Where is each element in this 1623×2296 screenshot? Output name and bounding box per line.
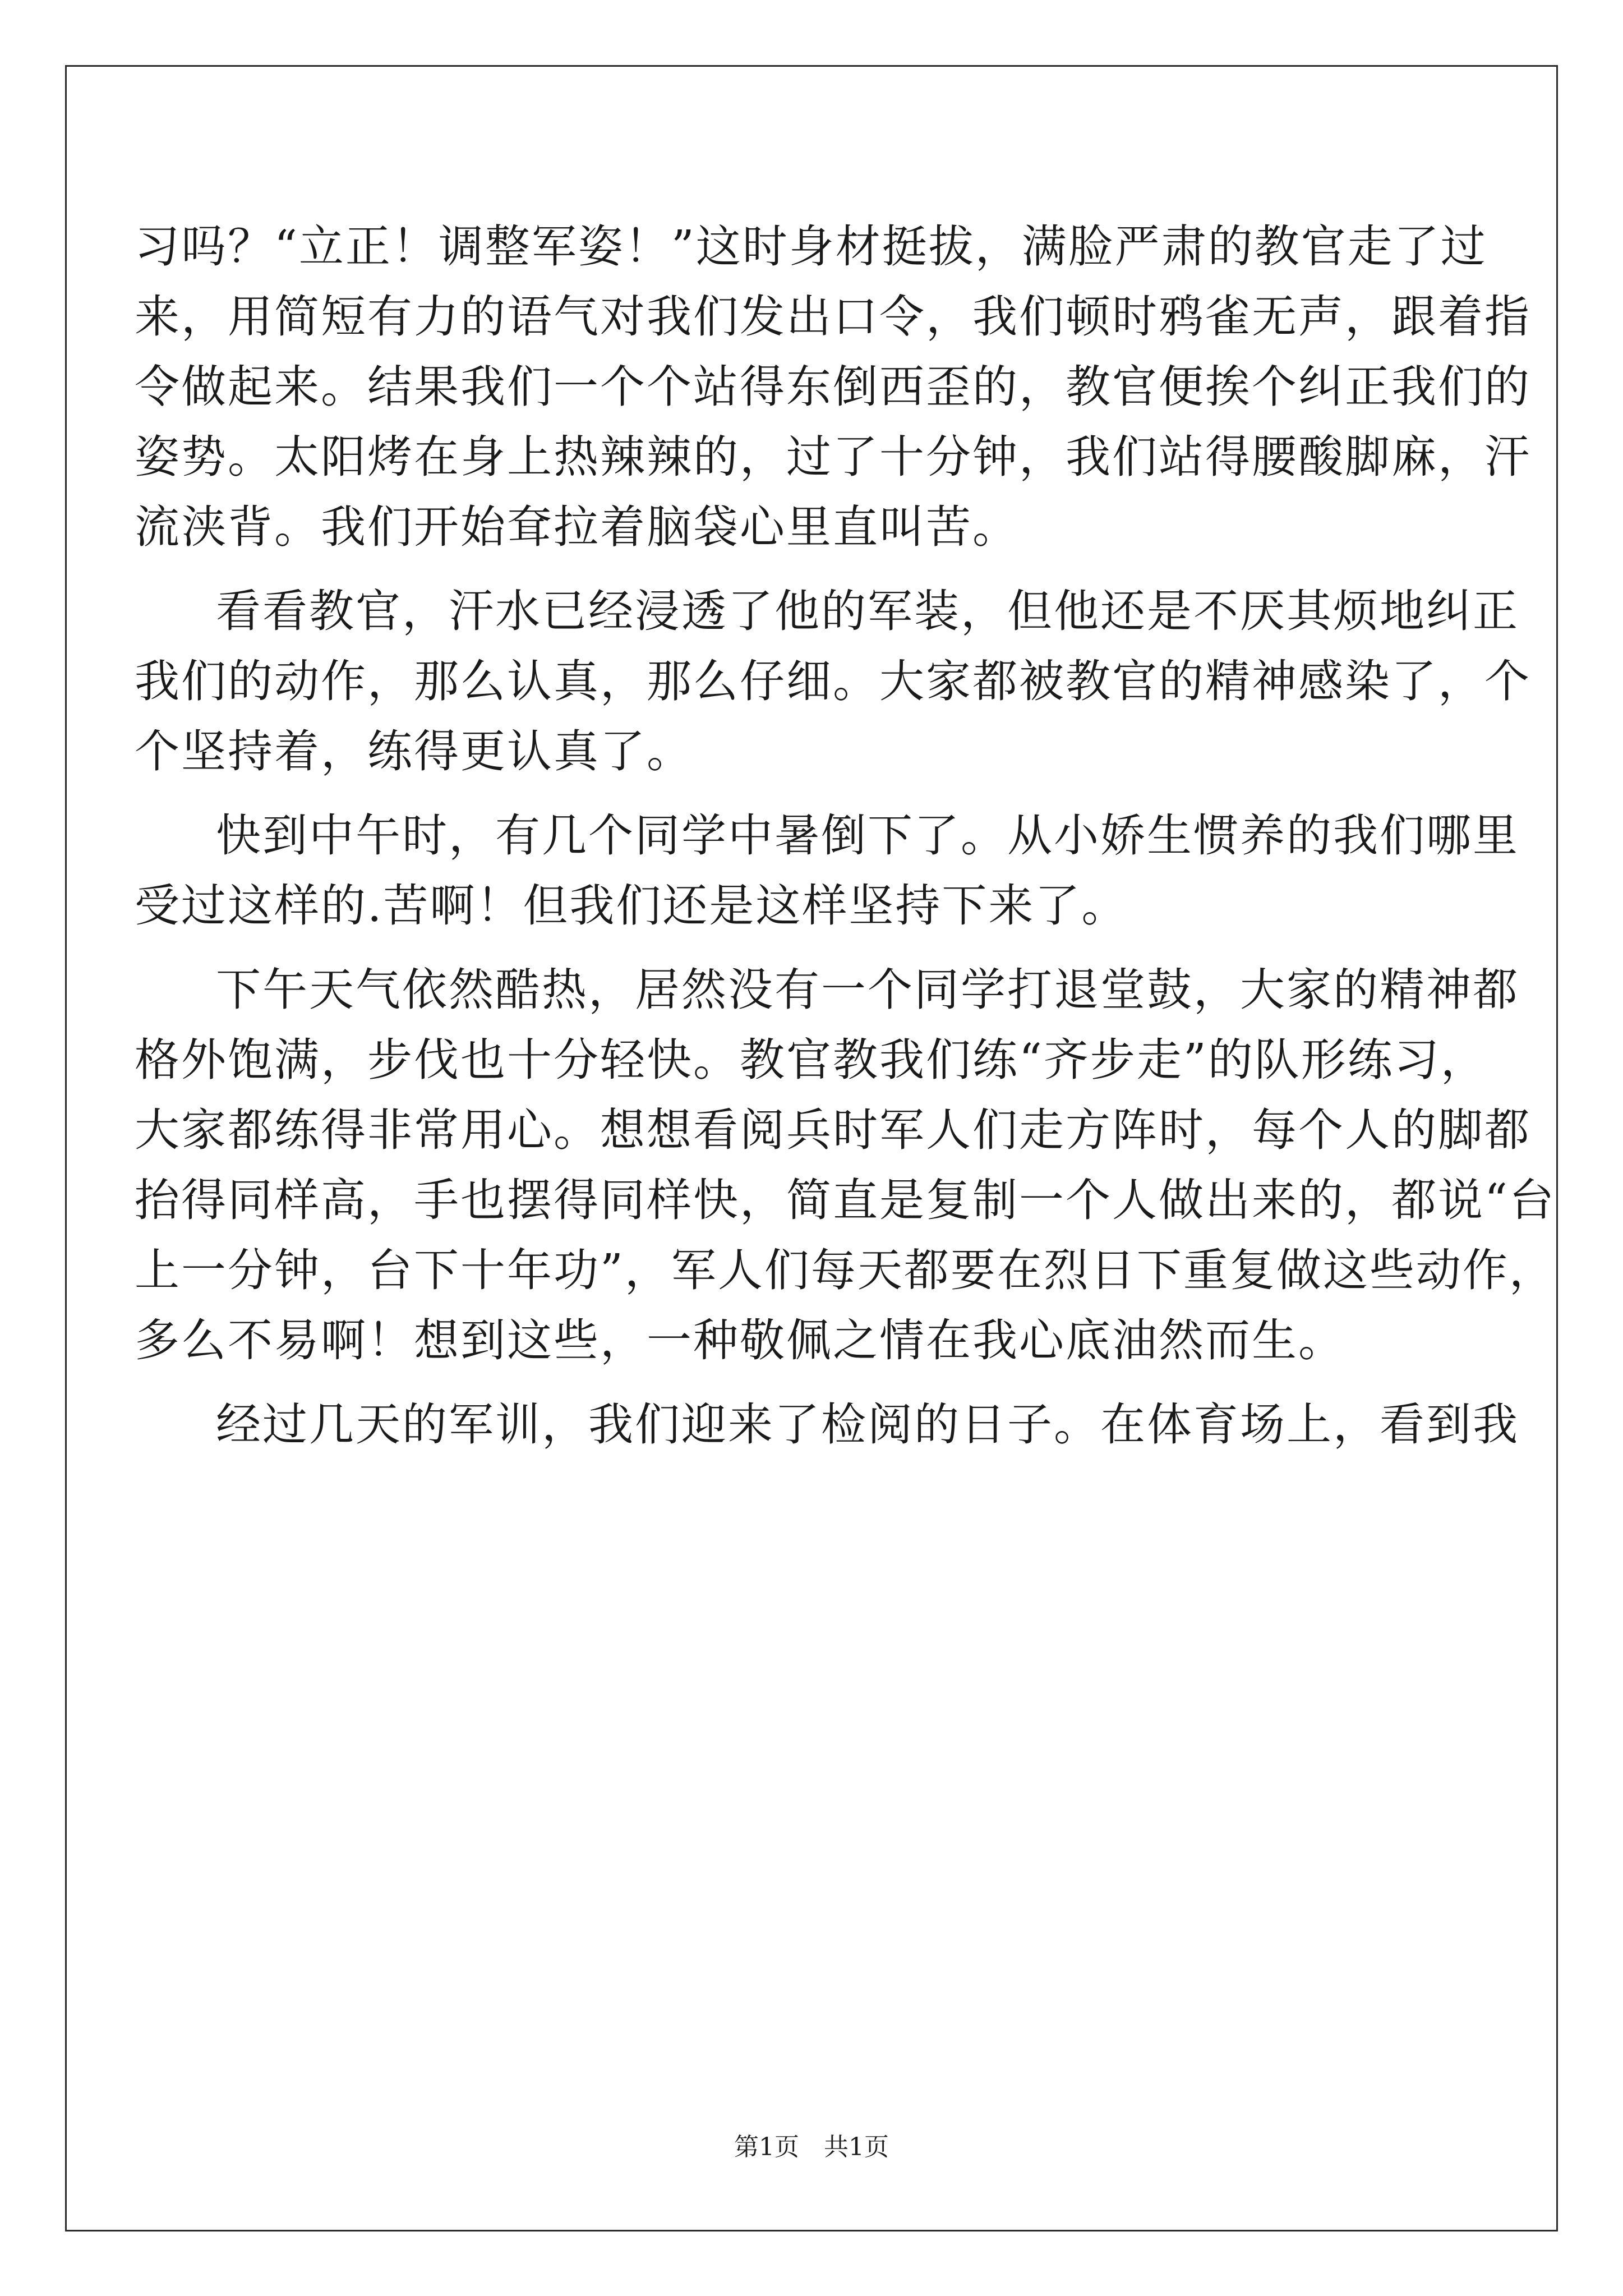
text-line: 我们的动作，那么认真，那么仔细。大家都被教官的精神感染了，个	[135, 655, 1531, 707]
text-line: 抬得同样高，手也摆得同样快，简直是复制一个人做出来的，都说“台	[135, 1174, 1556, 1226]
paragraph-first-line: 经过几天的军训，我们迎来了检阅的日子。在体育场上，看到我	[216, 1398, 1519, 1451]
text-line: 格外饱满，步伐也十分轻快。教官教我们练“齐步走”的队形练习，	[135, 1034, 1487, 1086]
text-line: 上一分钟，台下十年功”，军人们每天都要在烈日下重复做这些动作，	[135, 1244, 1556, 1296]
text-line: 令做起来。结果我们一个个站得东倒西歪的，教官便挨个纠正我们的	[135, 361, 1531, 413]
paragraph-first-line: 下午天气依然酷热，居然没有一个同学打退堂鼓，大家的精神都	[216, 964, 1519, 1016]
page-footer: 第1页 共1页	[734, 2133, 889, 2161]
text-line: 受过这样的.苦啊！但我们还是这样坚持下来了。	[135, 880, 1128, 932]
paragraph-first-line: 快到中午时，有几个同学中暑倒下了。从小娇生惯养的我们哪里	[216, 809, 1519, 862]
text-line: 个坚持着，练得更认真了。	[135, 725, 693, 777]
text-line: 大家都练得非常用心。想想看阅兵时军人们走方阵时，每个人的脚都	[135, 1104, 1531, 1156]
text-line: 多么不易啊！想到这些，一种敬佩之情在我心底油然而生。	[135, 1314, 1345, 1366]
text-line: 姿势。太阳烤在身上热辣辣的，过了十分钟，我们站得腰酸脚麻，汗	[135, 431, 1531, 483]
paragraph-first-line: 看看教官，汗水已经浸透了他的军装，但他还是不厌其烦地纠正	[216, 585, 1519, 637]
text-line: 习吗？“立正！调整军姿！”这时身材挺拔，满脸严肃的教官走了过	[135, 220, 1487, 273]
text-line: 来，用简短有力的语气对我们发出口令，我们顿时鸦雀无声，跟着指	[135, 291, 1531, 343]
text-line: 流浃背。我们开始耷拉着脑袋心里直叫苦。	[135, 501, 1019, 553]
